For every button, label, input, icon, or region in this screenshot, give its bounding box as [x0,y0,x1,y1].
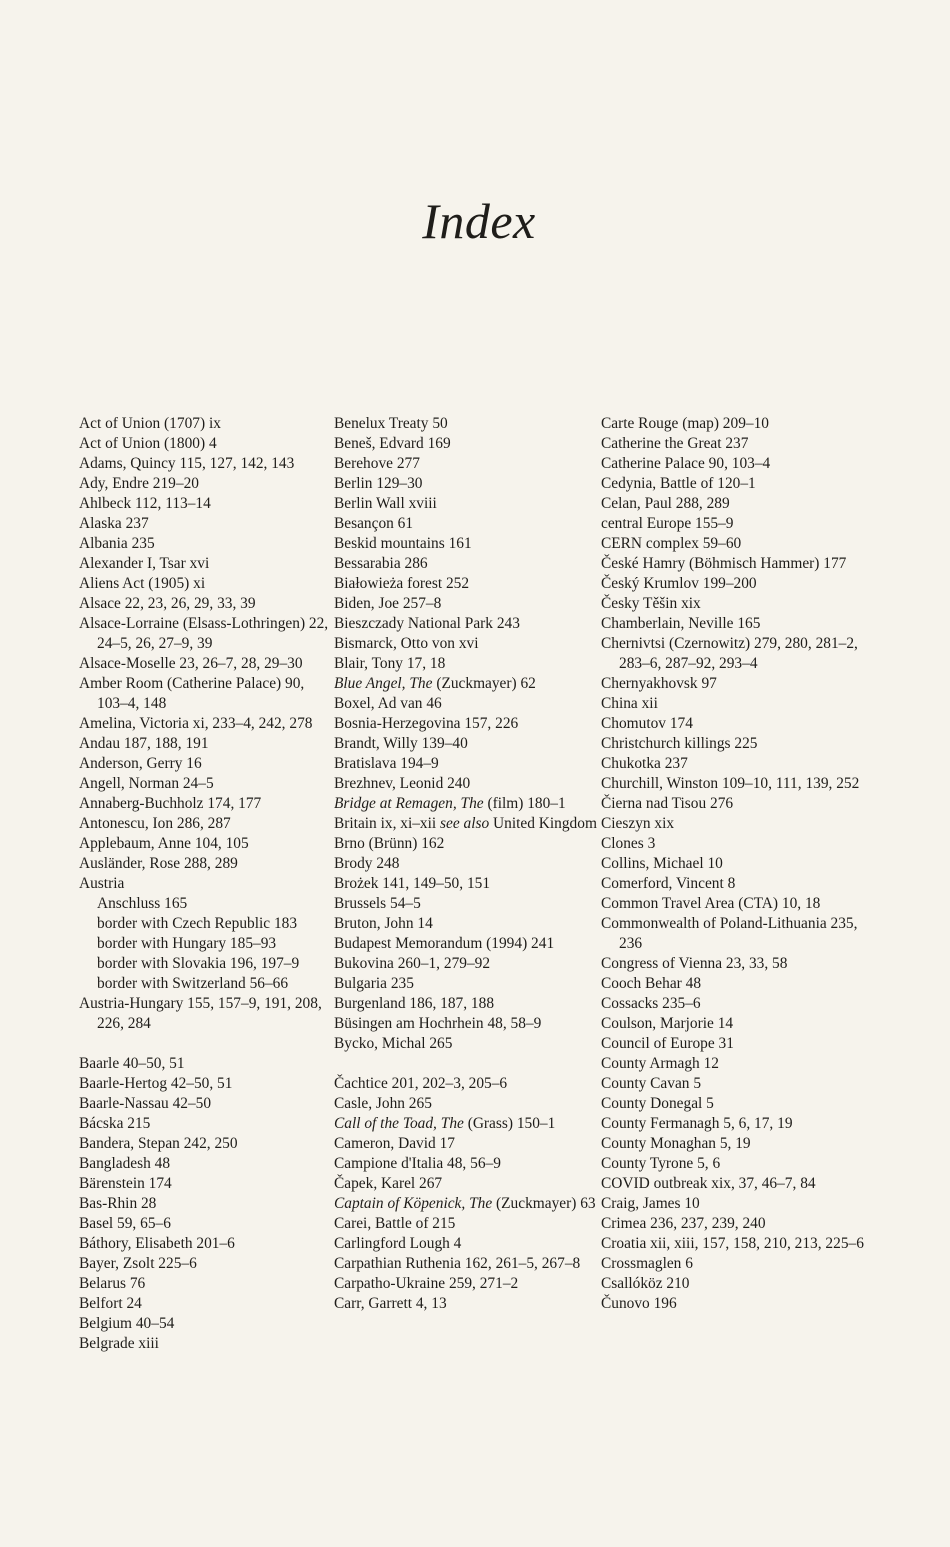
entry-text: Cedynia, Battle of 120–1 [601,475,756,492]
entry-text: Brandt, Willy 139–40 [334,735,468,752]
index-entry [334,494,599,514]
index-entry [334,794,599,814]
index-entry [79,534,329,554]
index-entry [334,534,599,554]
entry-text: Amber Room (Catherine Palace) 90, 103–4, 148 [79,675,305,712]
index-entry [334,514,599,534]
index-entry [79,1274,329,1294]
index-entry [601,954,871,974]
entry-text: Baarle 40–50, 51 [79,1055,185,1072]
entry-text: Churchill, Winston 109–10, 111, 139, 252 [601,775,860,792]
entry-text: Baarle-Nassau 42–50 [79,1095,212,1112]
index-entry [601,1294,871,1314]
index-entry [601,1094,871,1114]
entry-text: Čierna nad Tisou 276 [601,795,734,812]
entry-text: Adams, Quincy 115, 127, 142, 143 [79,455,295,472]
index-entry [79,474,329,494]
index-entry [334,1094,599,1114]
entry-text: Common Travel Area (CTA) 10, 18 [601,895,821,912]
entry-text: Campione d'Italia 48, 56–9 [334,1155,501,1172]
index-entry [334,474,599,494]
entry-text: County Tyrone 5, 6 [601,1155,721,1172]
entry-text: Brożek 141, 149–50, 151 [334,875,491,892]
index-entry [601,814,871,834]
index-entry [79,774,329,794]
index-entry [334,634,599,654]
index-entry [334,874,599,894]
entry-text: Anschluss 165 [97,895,188,912]
entry-text: Albania 235 [79,535,155,552]
index-entry [79,1234,329,1254]
entry-text: Commonwealth of Poland-Lithuania 235, 236 [601,915,858,952]
entry-text: United Kingdom [489,815,597,832]
index-entry [601,634,871,674]
index-entry [601,1134,871,1154]
index-entry [601,1194,871,1214]
entry-text: Britain ix, xi–xii [334,815,441,832]
index-entry [79,714,329,734]
page-title: Index [422,193,536,249]
index-entry [334,694,599,714]
index-entry [79,614,329,654]
index-entry [334,554,599,574]
index-entry [79,1294,329,1314]
entry-text: Coulson, Marjorie 14 [601,1015,734,1032]
entry-text: Austria-Hungary 155, 157–9, 191, 208, 226, 284 [79,995,322,1032]
index-entry [334,1274,599,1294]
index-entry [79,1094,329,1114]
index-entry [334,734,599,754]
entry-text: Bangladesh 48 [79,1155,171,1172]
entry-text: Bosnia-Herzegovina 157, 226 [334,715,519,732]
entry-text: Collins, Michael 10 [601,855,723,872]
entry-text: County Cavan 5 [601,1075,702,1092]
entry-text: Crossmaglen 6 [601,1255,693,1272]
entry-text: (Zuckmayer) 62 [432,675,536,692]
index-column-3 [601,414,871,1314]
index-subentry [79,934,329,954]
entry-text: County Monaghan 5, 19 [601,1135,751,1152]
index-entry [601,914,871,954]
entry-text: Casle, John 265 [334,1095,432,1112]
entry-text: Amelina, Victoria xi, 233–4, 242, 278 [79,715,313,732]
entry-text: Basel 59, 65–6 [79,1215,171,1232]
index-entry [334,854,599,874]
index-entry [79,1114,329,1134]
entry-text: border with Slovakia 196, 197–9 [97,955,300,972]
index-entry [79,1174,329,1194]
index-entry [79,994,329,1034]
entry-text: Cooch Behar 48 [601,975,702,992]
index-entry [79,854,329,874]
entry-text: central Europe 155–9 [601,515,734,532]
entry-text: Cieszyn xix [601,815,675,832]
entry-text: Craig, James 10 [601,1195,700,1212]
index-entry [79,654,329,674]
index-entry [601,974,871,994]
entry-text: Christchurch killings 225 [601,735,758,752]
entry-text: Catherine Palace 90, 103–4 [601,455,771,472]
entry-text: border with Switzerland 56–66 [97,975,289,992]
index-entry [334,1014,599,1034]
index-entry [79,1334,329,1354]
index-entry [334,1114,599,1134]
entry-text: Biden, Joe 257–8 [334,595,442,612]
index-entry [601,1114,871,1134]
index-entry [601,1074,871,1094]
index-entry [334,894,599,914]
entry-text: Angell, Norman 24–5 [79,775,214,792]
entry-text: Beskid mountains 161 [334,535,472,552]
index-entry [601,434,871,454]
entry-text: Blair, Tony 17, 18 [334,655,446,672]
entry-text: Aliens Act (1905) xi [79,575,206,592]
entry-text: Bycko, Michal 265 [334,1035,453,1052]
entry-text: China xii [601,695,658,712]
index-column-1 [79,414,329,1354]
index-entry [601,994,871,1014]
index-entry [334,454,599,474]
index-entry [601,474,871,494]
index-entry [79,874,329,894]
index-entry [601,1214,871,1234]
entry-text: (film) 180–1 [483,795,566,812]
index-entry [334,1194,599,1214]
entry-text: Brussels 54–5 [334,895,421,912]
index-entry [334,1254,599,1274]
entry-text: Belgium 40–54 [79,1315,175,1332]
entry-text: Croatia xii, xiii, 157, 158, 210, 213, 225–6 [601,1235,864,1252]
entry-text: COVID outbreak xix, 37, 46–7, 84 [601,1175,816,1192]
index-entry [79,1214,329,1234]
index-entry [601,694,871,714]
entry-text: Bessarabia 286 [334,555,428,572]
index-entry [334,574,599,594]
index-entry [601,514,871,534]
index-entry [601,1274,871,1294]
entry-text: Alsace 22, 23, 26, 29, 33, 39 [79,595,256,612]
index-entry [601,454,871,474]
entry-text: County Armagh 12 [601,1055,719,1072]
index-entry [334,774,599,794]
index-entry [601,1234,871,1254]
entry-text: Belgrade xiii [79,1335,159,1352]
entry-text: Čunovo 196 [601,1295,677,1312]
entry-text: Bácska 215 [79,1115,151,1132]
entry-text: Brno (Brünn) 162 [334,835,445,852]
index-entry [79,1054,329,1074]
entry-text: Boxel, Ad van 46 [334,695,442,712]
entry-text: Carr, Garrett 4, 13 [334,1295,447,1312]
index-entry [334,1294,599,1314]
entry-title-italic: Call of the Toad, The [334,1115,464,1132]
index-entry [601,1014,871,1034]
index-entry [79,1254,329,1274]
entry-text: Bratislava 194–9 [334,755,439,772]
index-entry [334,1174,599,1194]
index-entry [601,1054,871,1074]
index-entry [601,1174,871,1194]
entry-text: Antonescu, Ion 286, 287 [79,815,231,832]
index-entry [334,1074,599,1094]
entry-text: Chomutov 174 [601,715,693,732]
index-entry [79,834,329,854]
index-entry [79,594,329,614]
entry-text: Ady, Endre 219–20 [79,475,199,492]
index-entry [601,754,871,774]
index-entry [79,494,329,514]
index-entry [334,754,599,774]
index-entry [601,414,871,434]
entry-text: Bulgaria 235 [334,975,414,992]
index-entry [79,1134,329,1154]
index-entry [79,414,329,434]
entry-text: Chamberlain, Neville 165 [601,615,761,632]
entry-text: Berehove 277 [334,455,420,472]
entry-text: Bärenstein 174 [79,1175,172,1192]
entry-text: Bukovina 260–1, 279–92 [334,955,491,972]
entry-text: Comerford, Vincent 8 [601,875,736,892]
entry-text: (Zuckmayer) 63 [492,1195,596,1212]
index-entry [334,1034,599,1054]
entry-text: Berlin Wall xviii [334,495,437,512]
index-entry [334,654,599,674]
index-entry [601,594,871,614]
entry-text: Chernivtsi (Czernowitz) 279, 280, 281–2, 283–6, 287–92, 293–4 [601,635,858,672]
index-entry [601,574,871,594]
index-entry [79,1074,329,1094]
entry-text: Bayer, Zsolt 225–6 [79,1255,197,1272]
entry-text: Crimea 236, 237, 239, 240 [601,1215,766,1232]
entry-title-italic: Captain of Köpenick, The [334,1195,493,1212]
entry-text: Büsingen am Hochrhein 48, 58–9 [334,1015,542,1032]
entry-text: Ausländer, Rose 288, 289 [79,855,238,872]
entry-text: Alsace-Lorraine (Elsass-Lothringen) 22, 24–5, 26, 27–9, 39 [79,615,329,652]
index-entry [79,734,329,754]
entry-text: Catherine the Great 237 [601,435,749,452]
index-entry [334,914,599,934]
index-entry [601,794,871,814]
index-column-2 [334,414,599,1314]
index-entry [79,574,329,594]
entry-text: Bieszczady National Park 243 [334,615,520,632]
index-entry [601,734,871,754]
index-entry [79,794,329,814]
index-entry [334,994,599,1014]
entry-text: Burgenland 186, 187, 188 [334,995,495,1012]
index-entry [79,1194,329,1214]
index-entry [334,714,599,734]
index-entry [601,894,871,914]
index-subentry [79,894,329,914]
entry-text: County Donegal 5 [601,1095,714,1112]
entry-text: Chukotka 237 [601,755,688,772]
entry-text: border with Hungary 185–93 [97,935,277,952]
entry-cross-reference: see also [440,815,490,832]
index-entry [334,414,599,434]
entry-text: Alsace-Moselle 23, 26–7, 28, 29–30 [79,655,303,672]
index-entry [601,854,871,874]
entry-text: Budapest Memorandum (1994) 241 [334,935,555,952]
index-entry [79,814,329,834]
entry-text: Besançon 61 [334,515,414,532]
index-subentry [79,954,329,974]
index-entry [334,674,599,694]
index-entry [601,774,871,794]
index-entry [601,554,871,574]
entry-text: Csallóköz 210 [601,1275,690,1292]
index-entry [334,1154,599,1174]
index-subentry [79,914,329,934]
entry-text: Carlingford Lough 4 [334,1235,462,1252]
entry-text: Česky Těšin xix [601,595,701,612]
entry-title-italic: Blue Angel, The [334,675,433,692]
index-entry [601,1254,871,1274]
entry-text: Bandera, Stepan 242, 250 [79,1135,238,1152]
index-entry [79,1314,329,1334]
index-entry [601,614,871,634]
entry-text: Belarus 76 [79,1275,146,1292]
entry-text: Andau 187, 188, 191 [79,735,209,752]
entry-text: Cossacks 235–6 [601,995,701,1012]
index-entry [79,674,329,714]
entry-text: Brody 248 [334,855,400,872]
entry-text: Belfort 24 [79,1295,142,1312]
entry-text: Chernyakhovsk 97 [601,675,717,692]
entry-text: Benelux Treaty 50 [334,415,448,432]
entry-text: Białowieża forest 252 [334,575,470,592]
entry-text: border with Czech Republic 183 [97,915,298,932]
index-entry [601,674,871,694]
entry-text: Cameron, David 17 [334,1135,455,1152]
index-entry [601,874,871,894]
index-entry [79,454,329,474]
entry-text: Alexander I, Tsar xvi [79,555,210,572]
entry-title-italic: Bridge at Remagen, The [334,795,484,812]
entry-text: Čachtice 201, 202–3, 205–6 [334,1075,508,1092]
entry-text: Bismarck, Otto von xvi [334,635,479,652]
entry-text: Báthory, Elisabeth 201–6 [79,1235,235,1252]
index-entry [79,1154,329,1174]
index-entry [334,954,599,974]
entry-text: Český Krumlov 199–200 [601,575,757,592]
entry-text: Carte Rouge (map) 209–10 [601,415,769,432]
index-entry [79,754,329,774]
index-entry [334,1134,599,1154]
entry-text: Baarle-Hertog 42–50, 51 [79,1075,233,1092]
entry-text: Alaska 237 [79,515,149,532]
entry-text: Beneš, Edvard 169 [334,435,451,452]
entry-text: Clones 3 [601,835,656,852]
index-entry [334,834,599,854]
entry-text: České Hamry (Böhmisch Hammer) 177 [601,555,847,572]
index-entry [601,714,871,734]
index-entry [79,514,329,534]
index-subentry [79,974,329,994]
entry-text: Bas-Rhin 28 [79,1195,157,1212]
entry-text: Berlin 129–30 [334,475,423,492]
index-entry [601,1154,871,1174]
entry-text: Carei, Battle of 215 [334,1215,456,1232]
index-entry [601,834,871,854]
entry-text: Carpathian Ruthenia 162, 261–5, 267–8 [334,1255,581,1272]
entry-text: CERN complex 59–60 [601,535,742,552]
index-entry [334,594,599,614]
entry-text: Congress of Vienna 23, 33, 58 [601,955,788,972]
entry-text: County Fermanagh 5, 6, 17, 19 [601,1115,793,1132]
entry-text: Celan, Paul 288, 289 [601,495,730,512]
entry-text: Austria [79,875,125,892]
entry-text: Brezhnev, Leonid 240 [334,775,471,792]
entry-text: Bruton, John 14 [334,915,433,932]
entry-text: Anderson, Gerry 16 [79,755,202,772]
index-entry [334,934,599,954]
entry-text: Council of Europe 31 [601,1035,734,1052]
entry-text: Ahlbeck 112, 113–14 [79,495,211,512]
index-entry [334,434,599,454]
entry-text: Act of Union (1707) ix [79,415,221,432]
entry-text: Carpatho-Ukraine 259, 271–2 [334,1275,519,1292]
index-entry [334,614,599,634]
entry-text: (Grass) 150–1 [463,1115,556,1132]
index-entry [334,1234,599,1254]
index-entry [601,494,871,514]
entry-text: Applebaum, Anne 104, 105 [79,835,249,852]
entry-text: Čapek, Karel 267 [334,1175,443,1192]
entry-text: Annaberg-Buchholz 174, 177 [79,795,262,812]
index-entry [334,974,599,994]
index-entry [79,434,329,454]
index-entry [601,1034,871,1054]
index-entry [79,554,329,574]
index-entry [601,534,871,554]
entry-text: Act of Union (1800) 4 [79,435,217,452]
index-entry [334,814,599,834]
index-entry [334,1214,599,1234]
